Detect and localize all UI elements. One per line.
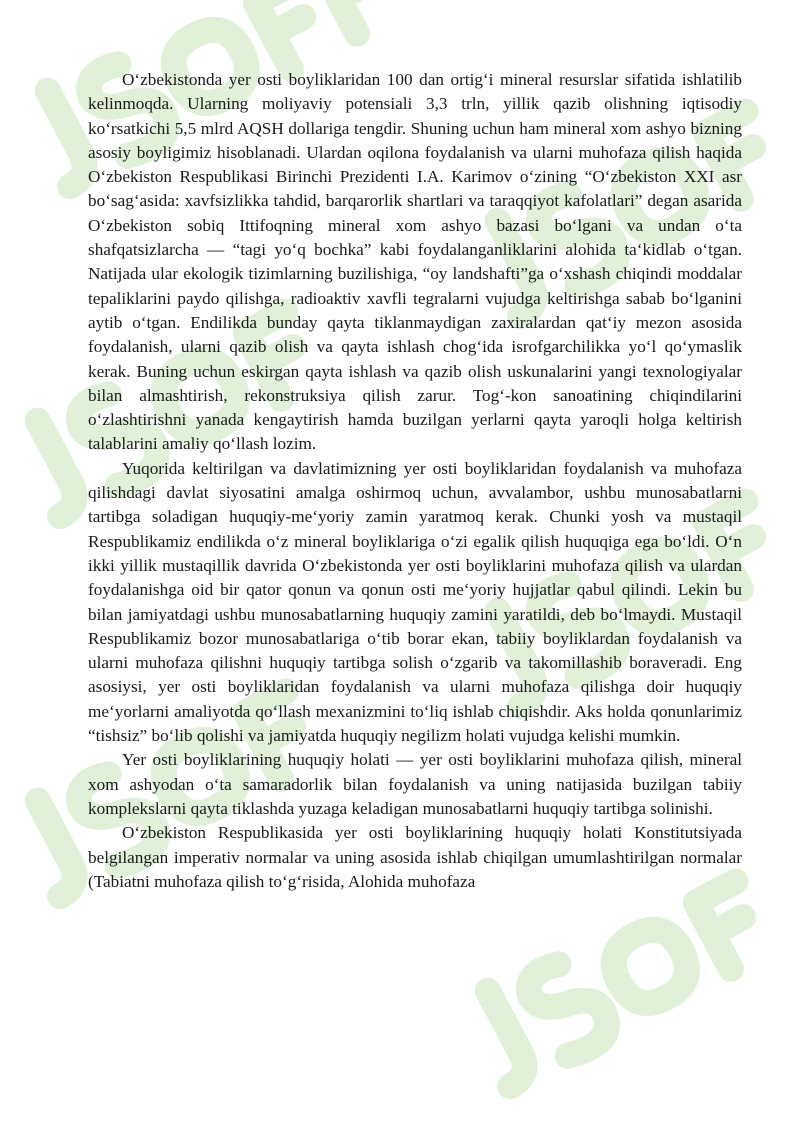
document-page [88,68,742,894]
paragraph-3: Yer osti boyliklarining huquqiy holati — yer osti boyliklarini muhofaza qilish, mineral xom ashyodan o‘ta samaradorlik bilan foydalanish va uning natijasida buzilgan tabiiy komplekslarni qayta tiklashda yuzaga keladigan munosabatlarni huquqiy tartibga solinishi. [88,750,742,818]
paragraph-1: O‘zbekistonda yer osti boyliklaridan 100 dan ortig‘i mineral resurslar sifatida ishlatilib kelinmoqda. Ularning moliyaviy potensiali 3,3 trln, yillik qazib olishning iqtisodiy ko‘rsatkichi 5,5 mlrd AQSH dollariga tengdir. Shuning uchun ham mineral xom ashyo bizning asosiy boyligimiz hisoblanadi. Ulardan oqilona foydalanish va ularni muhofaza qilish haqida O‘zbekiston Respublikasi Birinchi Prezidenti I.A. Karimov o‘zining “O‘zbekiston XXI asr bo‘sag‘asida: xavfsizlikka tahdid, barqarorlik shartlari va taraqqiyot kafolatlari” degan asarida O‘zbekiston sobiq Ittifoqning mineral xom ashyo bazasi bo‘lgani va undan o‘ta shafqatsizlarcha — “tagi yo‘q bochka” kabi foydalanganliklarini alohida ta‘kidlab o‘tgan. Natijada ular ekologik tizimlarning buzilishiga, “oy landshafti”ga o‘xshash chiqindi moddalar tepaliklarini paydo qilishga, radioaktiv xavfli tegralarni vujudga keltirishga sabab bo‘lganini aytib o‘tgan. Endilikda bunday qayta tiklanmaydigan zaxiralardan qat‘iy mezon asosida foydalanish, ularni qazib olish va qayta ishlash chog‘ida isrofgarchilikka yo‘l qo‘ymaslik kerak. Buning uchun eskirgan qayta ishlash va qazib olish uskunalarini yangi texnologiyalar bilan almashtirish, rekonstruksiya qilish zarur. Tog‘-kon sanoatining chiqindilarini o‘zlashtirishni yanada kengaytirish hamda buzilgan yerlarni qayta yaroqli holga keltirish talablarini amaliy qo‘llash lozim. [88,70,742,454]
paragraph-2: Yuqorida keltirilgan va davlatimizning yer osti boyliklaridan foydalanish va muhofaza qilishdagi davlat siyosatini amalga oshirmoq uchun, avvalambor, ushbu munosabatlarni tartibga soladigan huquqiy-me‘yoriy zamin yaratmoq kerak. Chunki yosh va mustaqil Respublikamiz endilikda o‘z mineral boyliklariga o‘zi egalik qilish huquqiga ega bo‘ldi. O‘n ikki yillik mustaqillik davrida O‘zbekistonda yer osti boyliklarini muhofaza qilish va ulardan foydalanishga oid bir qator qonun va qonun osti me‘yoriy hujjatlar qabul qilindi. Lekin bu bilan jamiyatdagi ushbu munosabatlarning huquqiy zamini yaratildi, deb bo‘lmaydi. Mustaqil Respublikamiz bozor munosabatlariga o‘tib borar ekan, tabiiy boyliklardan foydalanish va ularni muhofaza qilishni huquqiy tartibga solish o‘zgarib va takomillashib boraveradi. Eng asosiysi, yer osti boyliklaridan foydalanish va ularni muhofaza qilishga doir huquqiy me‘yorlarni amaliyotda qo‘llash mexanizmini to‘liq ishlab chiqishdir. Aks holda qonunlarimiz “tishsiz” bo‘lib qolishi va jamiyatda huquqiy negilizm holati vujudga kelishi mumkin. [88,458,742,746]
paragraph-4: O‘zbekiston Respublikasida yer osti boyliklarining huquqiy holati Konstitutsiyada belgilangan imperativ normalar va uning asosida ishlab chiqilgan umumlashtirilgan normalar (Tabiatni muhofaza qilish to‘g‘risida, Alohida muhofaza [88,823,742,891]
